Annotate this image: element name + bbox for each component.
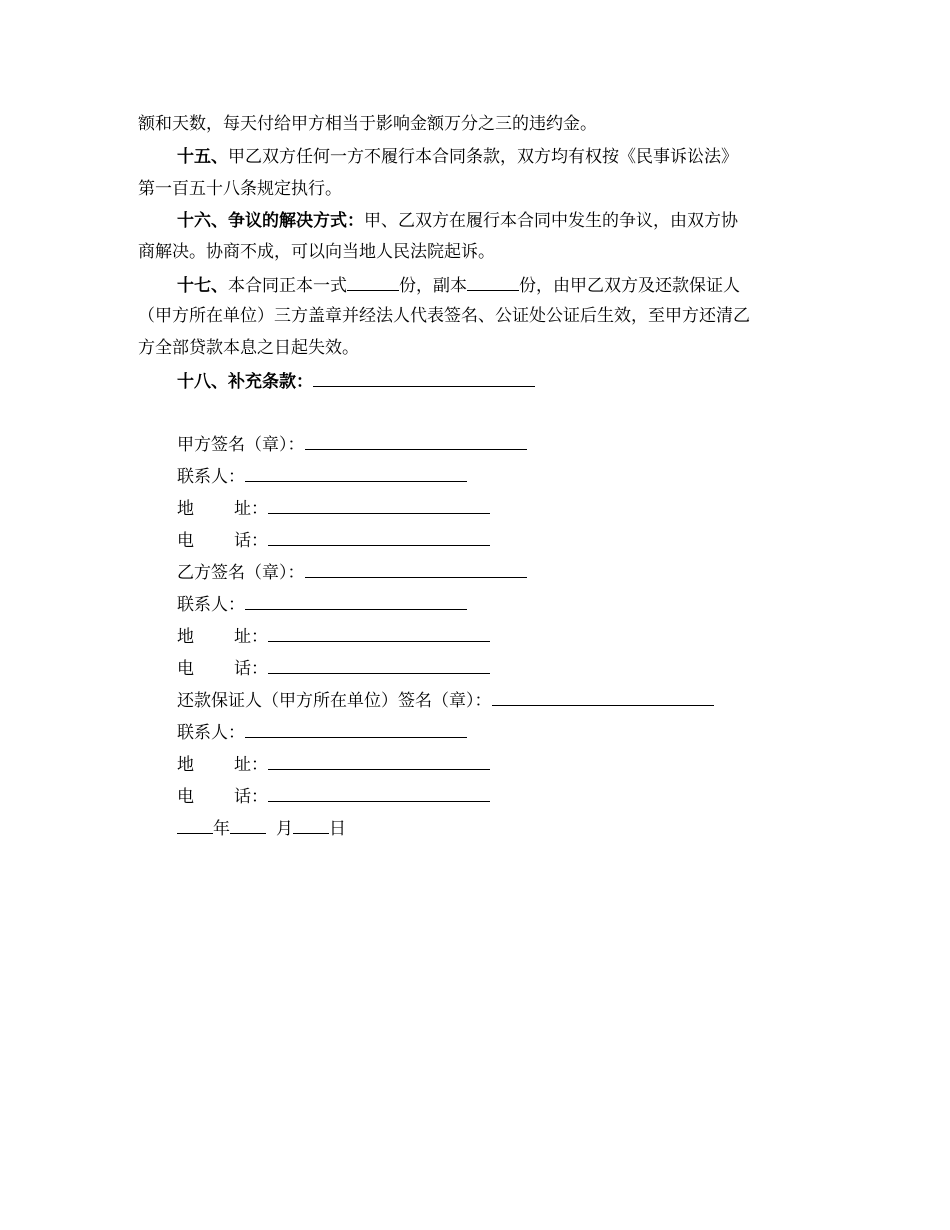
party-b-phone-row: 电 话： [177, 656, 490, 680]
year-blank[interactable] [177, 816, 213, 834]
clause-18 [177, 369, 535, 393]
duplicate-copies-blank[interactable] [467, 273, 519, 291]
month-blank[interactable] [230, 816, 266, 834]
guarantor-signature-blank[interactable] [492, 688, 714, 706]
guarantor-address-blank[interactable] [268, 752, 490, 770]
clause-17-line-2: （甲方所在单位）三方盖章并经法人代表签名、公证处公证后生效，至甲方还清乙 [138, 306, 750, 326]
party-b-address-blank[interactable] [268, 624, 490, 642]
day-blank[interactable] [293, 816, 329, 834]
clause-15-text: 甲乙双方任何一方不履行本合同条款，双方均有权按《民事诉讼法》 [228, 147, 738, 167]
party-a-contact-row: 联系人： [177, 464, 467, 488]
party-b-signature-row: 乙方签名（章）： [177, 560, 527, 584]
party-b-phone-blank[interactable] [268, 656, 490, 674]
original-copies-blank[interactable] [347, 273, 399, 291]
guarantor-signature-row: 还款保证人（甲方所在单位）签名（章）： [177, 688, 714, 712]
clause-16-line-2: 商解决。协商不成，可以向当地人民法院起诉。 [138, 242, 495, 262]
party-b-contact-row: 联系人： [177, 592, 467, 616]
clause-15 [177, 146, 738, 168]
clause-14-tail: 额和天数，每天付给甲方相当于影响金额万分之三的违约金。 [138, 114, 597, 134]
party-a-signature-blank[interactable] [305, 432, 527, 450]
guarantor-contact-blank[interactable] [245, 720, 467, 738]
guarantor-contact-row: 联系人： [177, 720, 467, 744]
party-a-signature-row: 甲方签名（章）： [177, 432, 527, 456]
party-a-contact-blank[interactable] [245, 464, 467, 482]
party-a-address-blank[interactable] [268, 496, 490, 514]
party-a-phone-blank[interactable] [268, 528, 490, 546]
party-b-signature-blank[interactable] [305, 560, 527, 578]
guarantor-phone-row: 电 话： [177, 784, 490, 808]
clause-15-heading: 十五、 [177, 147, 228, 167]
clause-16-text: 甲、乙双方在履行本合同中发生的争议，由双方协 [364, 211, 738, 231]
guarantor-address-row: 地 址： [177, 752, 490, 776]
clause-17: 十七、本合同正本一式 份，副本 份，由甲乙双方及还款保证人 [177, 273, 740, 297]
party-b-contact-blank[interactable] [245, 592, 467, 610]
party-b-address-row: 地 址： [177, 624, 490, 648]
clause-17-heading: 十七、 [177, 276, 228, 296]
supplementary-terms-blank[interactable] [313, 369, 535, 387]
clause-16 [177, 210, 738, 232]
guarantor-phone-blank[interactable] [268, 784, 490, 802]
clause-16-heading: 十六、争议的解决方式： [177, 211, 364, 231]
clause-17-line-3: 方全部贷款本息之日起失效。 [138, 338, 359, 358]
date-row: 年 月 日 [177, 816, 346, 840]
party-a-phone-row: 电 话： [177, 528, 490, 552]
party-a-address-row: 地 址： [177, 496, 490, 520]
clause-18-heading: 十八、补充条款： [177, 372, 313, 392]
clause-15-line-2: 第一百五十八条规定执行。 [138, 179, 342, 199]
